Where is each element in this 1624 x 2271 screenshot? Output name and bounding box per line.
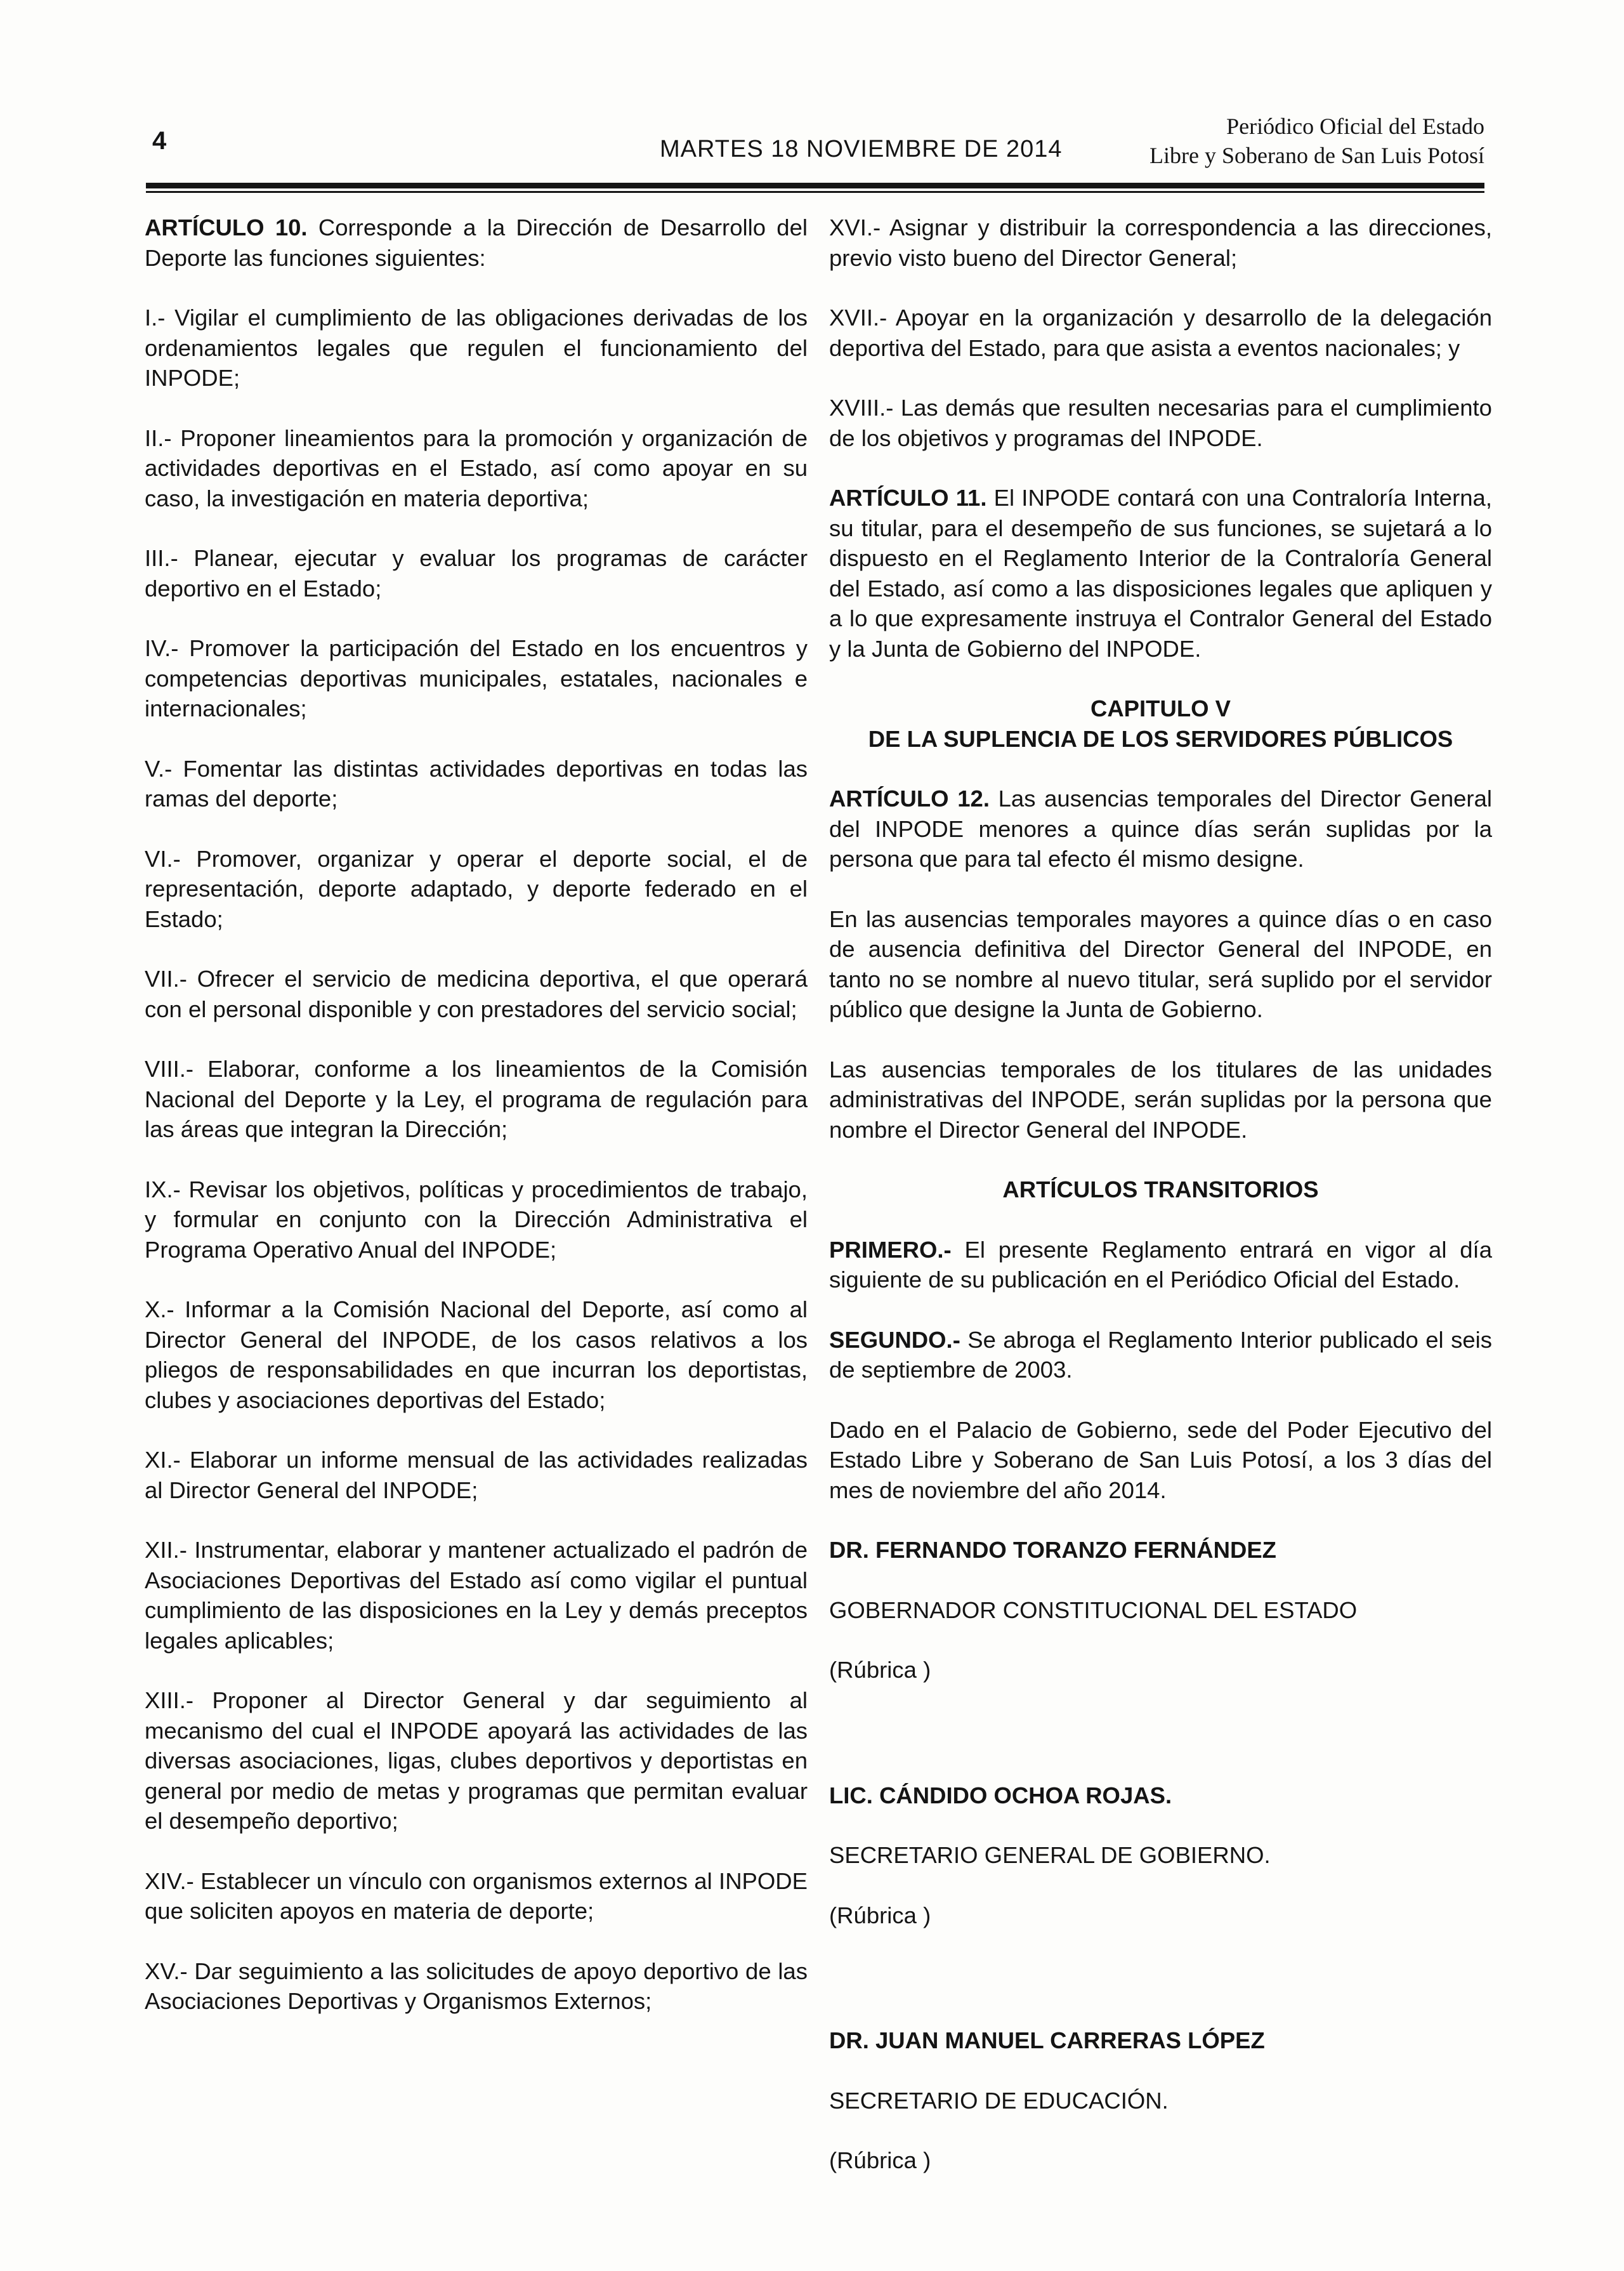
list-item: II.- Proponer lineamientos para la promoción y organización de actividades deportivas en el Estado, así como apoyar en su caso, la investigación en materia deportiva; (145, 425, 808, 511)
signature-note: (Rúbrica ) (829, 2147, 931, 2173)
article-12-label: ARTÍCULO 12. (829, 786, 990, 812)
article-10-label: ARTÍCULO 10. (145, 214, 308, 240)
right-column (829, 213, 1492, 2271)
article-12-paragraph-3: Las ausencias temporales de los titulares de las unidades administrativas del INPODE, serán suplidas por la persona que nombre el Director General del INPODE. (829, 1056, 1492, 1143)
list-item: XIII.- Proponer al Director General y dar seguimiento al mecanismo del cual el INPODE apoyará las actividades de las diversas asociaciones, ligas, clubes deportivos y deportistas en general por medio de metas y programas que permitan evaluar el desempeño deportivo; (145, 1687, 808, 1834)
signature-block (829, 1535, 1492, 1685)
list-item: XVII.- Apoyar en la organización y desarrollo de la delegación deportiva del Estado, para que asista a eventos nacionales; y (829, 305, 1492, 361)
signature-note: (Rúbrica ) (829, 1902, 931, 1928)
primero-text: El presente Reglamento entrará en vigor al día siguiente de su publicación en el Periódico Oficial del Estado. (829, 1236, 1492, 1293)
signatory-title: SECRETARIO DE EDUCACIÓN. (829, 2087, 1169, 2114)
article-10-text: Corresponde a la Dirección de Desarrollo del Deporte las funciones siguientes: (145, 214, 808, 271)
list-item: I.- Vigilar el cumplimiento de las obligaciones derivadas de los ordenamientos legales que regulen el funcionamiento del INPODE; (145, 305, 808, 391)
list-item: XVIII.- Las demás que resulten necesarias para el cumplimiento de los objetivos y programas del INPODE. (829, 395, 1492, 451)
list-item: IV.- Promover la participación del Estado en los encuentros y competencias deportivas municipales, estatales, nacionales e internacionales; (145, 635, 808, 721)
primero-label: PRIMERO.- (829, 1236, 952, 1263)
segundo-text: Se abroga el Reglamento Interior publicado el seis de septiembre de 2003. (829, 1326, 1492, 1383)
list-item: IX.- Revisar los objetivos, políticas y procedimientos de trabajo, y formular en conjunto con la Dirección Administrativa el Programa Operativo Anual del INPODE; (145, 1176, 808, 1263)
page-number: 4 (152, 127, 167, 155)
list-item: XI.- Elaborar un informe mensual de las actividades realizadas al Director General del INPODE; (145, 1447, 808, 1503)
closing-statement: Dado en el Palacio de Gobierno, sede del Poder Ejecutivo del Estado Libre y Soberano de San Luis Potosí, a los 3 días del mes de noviembre del año 2014. (829, 1416, 1492, 1503)
signature-block (829, 2025, 1492, 2176)
article-11-text: El INPODE contará con una Contraloría Interna, su titular, para el desempeño de sus funciones, se sujetará a lo dispuesto en el Reglamento Interior de la Contraloría General del Estado, así como a las disposiciones legales que apliquen y a lo que expresamente instruya el Contralor General del Estado y la Junta de Gobierno del INPODE. (829, 485, 1492, 662)
list-item: VIII.- Elaborar, conforme a los lineamientos de la Comisión Nacional del Deporte y la Ley, el programa de regulación para las áreas que integran la Dirección; (145, 1056, 808, 1142)
article-12-text: Las ausencias temporales del Director General del INPODE menores a quince días serán suplidas por la persona que para tal efecto él mismo designe. (829, 786, 1492, 872)
chapter-heading (829, 694, 1492, 754)
signature-note: (Rúbrica ) (829, 1657, 931, 1683)
list-item: XV.- Dar seguimiento a las solicitudes de apoyo deportivo de las Asociaciones Deportivas y Organismos Externos; (145, 1958, 808, 2014)
page-header (0, 0, 1624, 190)
list-item: XVI.- Asignar y distribuir la correspondencia a las direcciones, previo visto bueno del Director General; (829, 214, 1492, 271)
transitorio-primero (829, 1235, 1492, 1295)
header-rule-thin (146, 191, 1484, 193)
list-item: XIV.- Establecer un vínculo con organismos externos al INPODE que soliciten apoyos en materia de deporte; (145, 1867, 808, 1924)
signatory-title: GOBERNADOR CONSTITUCIONAL DEL ESTADO (829, 1596, 1358, 1623)
signatory-title: SECRETARIO GENERAL DE GOBIERNO. (829, 1842, 1271, 1868)
list-item: X.- Informar a la Comisión Nacional del Deporte, así como al Director General del INPODE, de los casos relativos a los pliegos de responsabilidades en que incurran los deportistas, clubes y asociaciones deportivas del Estado; (145, 1296, 808, 1413)
issue-date: MARTES 18 NOVIEMBRE DE 2014 (660, 136, 1063, 162)
article-12 (829, 784, 1492, 874)
list-item: VII.- Ofrecer el servicio de medicina deportiva, el que operará con el personal disponible y con prestadores del servicio social; (145, 966, 808, 1022)
article-12-paragraph-2: En las ausencias temporales mayores a quince días o en caso de ausencia definitiva del Director General del INPODE, en tanto no se nombre al nuevo titular, será suplido por el servidor público que designe la Junta de Gobierno. (829, 905, 1492, 1022)
masthead-line-1: Periódico Oficial del Estado (1226, 114, 1484, 139)
transitorio-segundo (829, 1325, 1492, 1385)
signatory-name: DR. JUAN MANUEL CARRERAS LÓPEZ (829, 2027, 1265, 2053)
left-column (145, 213, 808, 2046)
list-item: VI.- Promover, organizar y operar el deporte social, el de representación, deporte adaptado, y deporte federado en el Estado; (145, 845, 808, 932)
list-item: III.- Planear, ejecutar y evaluar los programas de carácter deportivo en el Estado; (145, 545, 808, 602)
list-item: V.- Fomentar las distintas actividades deportivas en todas las ramas del deporte; (145, 755, 808, 812)
article-10 (145, 213, 808, 273)
signatory-name: DR. FERNANDO TORANZO FERNÁNDEZ (829, 1537, 1276, 1563)
chapter-subtitle: DE LA SUPLENCIA DE LOS SERVIDORES PÚBLICOS (868, 725, 1453, 752)
list-item: XII.- Instrumentar, elaborar y mantener actualizado el padrón de Asociaciones Deportivas del Estado así como vigilar el puntual cumplimiento de las disposiciones en la Ley y demás preceptos legales aplicables; (145, 1537, 808, 1654)
transitorios-heading: ARTÍCULOS TRANSITORIOS (1002, 1176, 1319, 1202)
article-11-label: ARTÍCULO 11. (829, 485, 987, 511)
masthead (1149, 112, 1484, 170)
signature-block (829, 1781, 1492, 1931)
segundo-label: SEGUNDO.- (829, 1326, 960, 1353)
article-11 (829, 483, 1492, 664)
masthead-line-2: Libre y Soberano de San Luis Potosí (1149, 143, 1484, 168)
header-rule-thick (146, 183, 1484, 188)
chapter-title: CAPITULO V (1090, 695, 1231, 721)
signatory-name: LIC. CÁNDIDO OCHOA ROJAS. (829, 1782, 1172, 1808)
